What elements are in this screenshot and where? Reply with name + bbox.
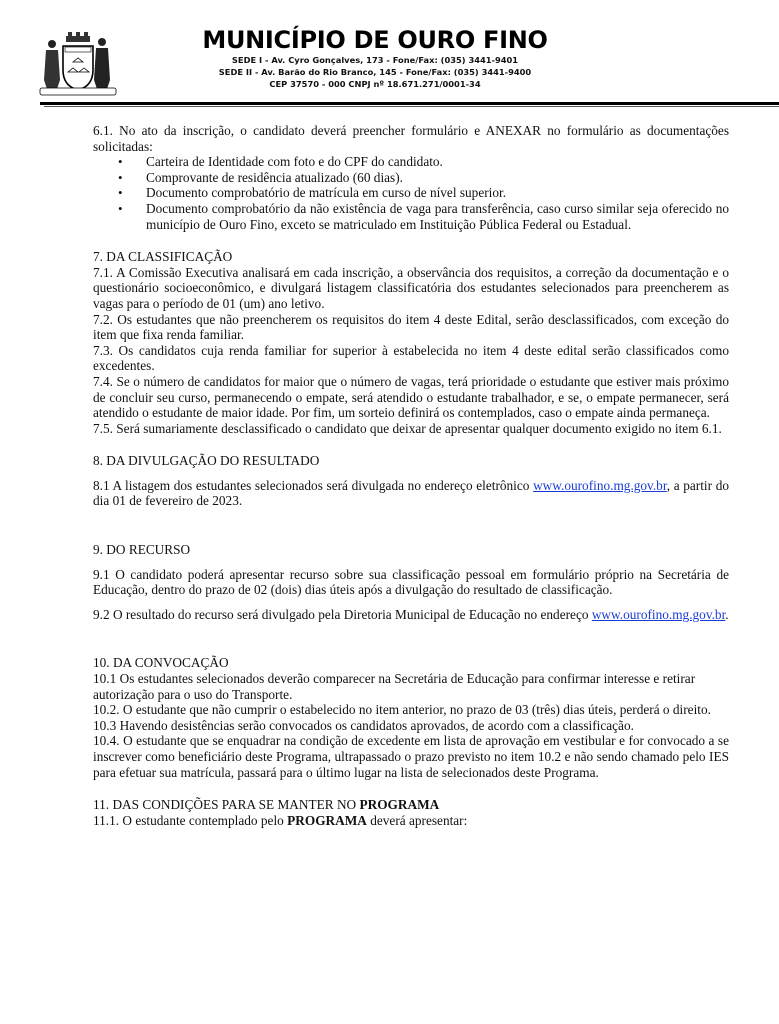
list-item: • Carteira de Identidade com foto e do CPF do candidato.	[146, 154, 729, 170]
paragraph-11-1	[93, 813, 729, 829]
document-body	[93, 123, 729, 828]
letterhead	[0, 0, 779, 110]
section-8-title: 8. DA DIVULGAÇÃO DO RESULTADO	[93, 453, 320, 469]
letterhead-text	[150, 26, 600, 90]
header-divider	[40, 102, 779, 105]
paragraph-7-5: 7.5. Será sumariamente desclassificado o candidato que deixar de apresentar qualquer documento exigido no item 6.1.	[93, 420, 722, 436]
paragraph-9-2-text: 9.2 O resultado do recurso será divulgado pela Diretoria Municipal de Educação no endereço	[93, 606, 592, 622]
paragraph-7-4: 7.4. Se o número de candidatos for maior que o número de vagas, terá prioridade o estudante que estiver mais próximo de concluir seu curso, permanecendo o empate, será atendido o estudante trabalhador, e se, o empate permanecer, será atendido o estudante de maior idade. Por fim, um sorteio definirá os contemplados, caso o empate ainda permaneça.	[93, 373, 729, 421]
required-documents-list	[93, 154, 729, 232]
paragraph-8-1-tail: , a partir do dia 01 de fevereiro de 2023.	[93, 477, 729, 509]
municipality-title: MUNICÍPIO DE OURO FINO	[202, 26, 548, 54]
paragraph-10-3: 10.3 Havendo desistências serão convocados os candidatos aprovados, de acordo com a classificação.	[93, 717, 634, 733]
paragraph-9-2	[93, 607, 729, 623]
section-11-title-text: 11. DAS CONDIÇÕES PARA SE MANTER NO	[93, 797, 360, 813]
section-10-title: 10. DA CONVOCAÇÃO	[93, 655, 229, 671]
address-line-2: SEDE II - Av. Barão do Rio Branco, 145 - Fone/Fax: (035) 3441-9400	[218, 67, 532, 77]
header-divider-thin	[44, 106, 779, 107]
paragraph-7-2: 7.2. Os estudantes que não preencherem os requisitos do item 4 deste Edital, serão desclassificados, com exceção do item que fixa renda familiar.	[93, 311, 729, 343]
coat-of-arms-logo	[36, 30, 120, 98]
paragraph-9-1: 9.1 O candidato poderá apresentar recurso sobre sua classificação pessoal em formulário próprio na Secretária de Educação, dentro do prazo de 02 (dois) dias úteis após a divulgação do resultado de classificação.	[93, 566, 729, 598]
paragraph-11-1-tail: deverá apresentar:	[366, 812, 468, 828]
paragraph-10-1: 10.1 Os estudantes selecionados deverão comparecer na Secretária de Educação para confirmar interesse e retirar autorização para o uso do Transporte.	[93, 671, 696, 702]
list-item: • Comprovante de residência atualizado (60 dias).	[146, 170, 729, 186]
section-9-title: 9. DO RECURSO	[93, 542, 191, 558]
address-line-1: SEDE I - Av. Cyro Gonçalves, 173 - Fone/Fax: (035) 3441-9401	[231, 55, 519, 65]
list-item: • Documento comprobatório da não existência de vaga para transferência, caso curso similar seja oferecido no município de Ouro Fino, exceto se matriculado em Instituição Pública Federal ou Estadual.	[146, 201, 729, 232]
section-7-title: 7. DA CLASSIFICAÇÃO	[93, 249, 233, 265]
paragraph-9-2-tail: .	[725, 606, 729, 622]
paragraph-11-1-text: 11.1. O estudante contemplado pelo	[93, 812, 288, 828]
section-11-title	[93, 797, 729, 813]
website-link[interactable]: www.ourofino.mg.gov.br	[533, 477, 667, 493]
paragraph-10-4: 10.4. O estudante que se enquadrar na condição de excedente em lista de aprovação em vestibular e for convocado a se inscrever como beneficiário deste Programa, ultrapassado o prazo previsto no item 10.2 e não sendo chamado pelo IES para efetuar sua matrícula, passará para o último lugar na lista de selecionados deste Programa.	[93, 733, 729, 780]
paragraph-7-1: 7.1. A Comissão Executiva analisará em cada inscrição, a observância dos requisitos, a correção da documentação e o questionário socioeconômico, e divulgará listagem classificatória dos estudantes selecionados para preencherem as vagas para o período de 01 (um) ano letivo.	[93, 264, 729, 311]
paragraph-10-2: 10.2. O estudante que não cumprir o estabelecido no item anterior, no prazo de 03 (três) dias úteis, perderá o direito.	[93, 702, 711, 718]
paragraph-11-1-bold: PROGRAMA	[287, 812, 367, 828]
paragraph-8-1-text: 8.1 A listagem dos estudantes selecionados será divulgada no endereço eletrônico	[93, 477, 534, 493]
address-line-3: CEP 37570 - 000 CNPJ nº 18.671.271/0001-34	[269, 79, 481, 89]
website-link[interactable]: www.ourofino.mg.gov.br	[591, 606, 726, 622]
paragraph-7-3: 7.3. Os candidatos cuja renda familiar for superior à estabelecida no item 4 deste edital serão classificados como excedentes.	[93, 342, 729, 374]
list-item: • Documento comprobatório de matrícula em curso de nível superior.	[146, 185, 729, 201]
paragraph-6-1: 6.1. No ato da inscrição, o candidato deverá preencher formulário e ANEXAR no formulário as documentações solicitadas:	[93, 123, 729, 154]
section-11-title-bold: PROGRAMA	[359, 797, 440, 813]
paragraph-8-1	[93, 478, 729, 509]
